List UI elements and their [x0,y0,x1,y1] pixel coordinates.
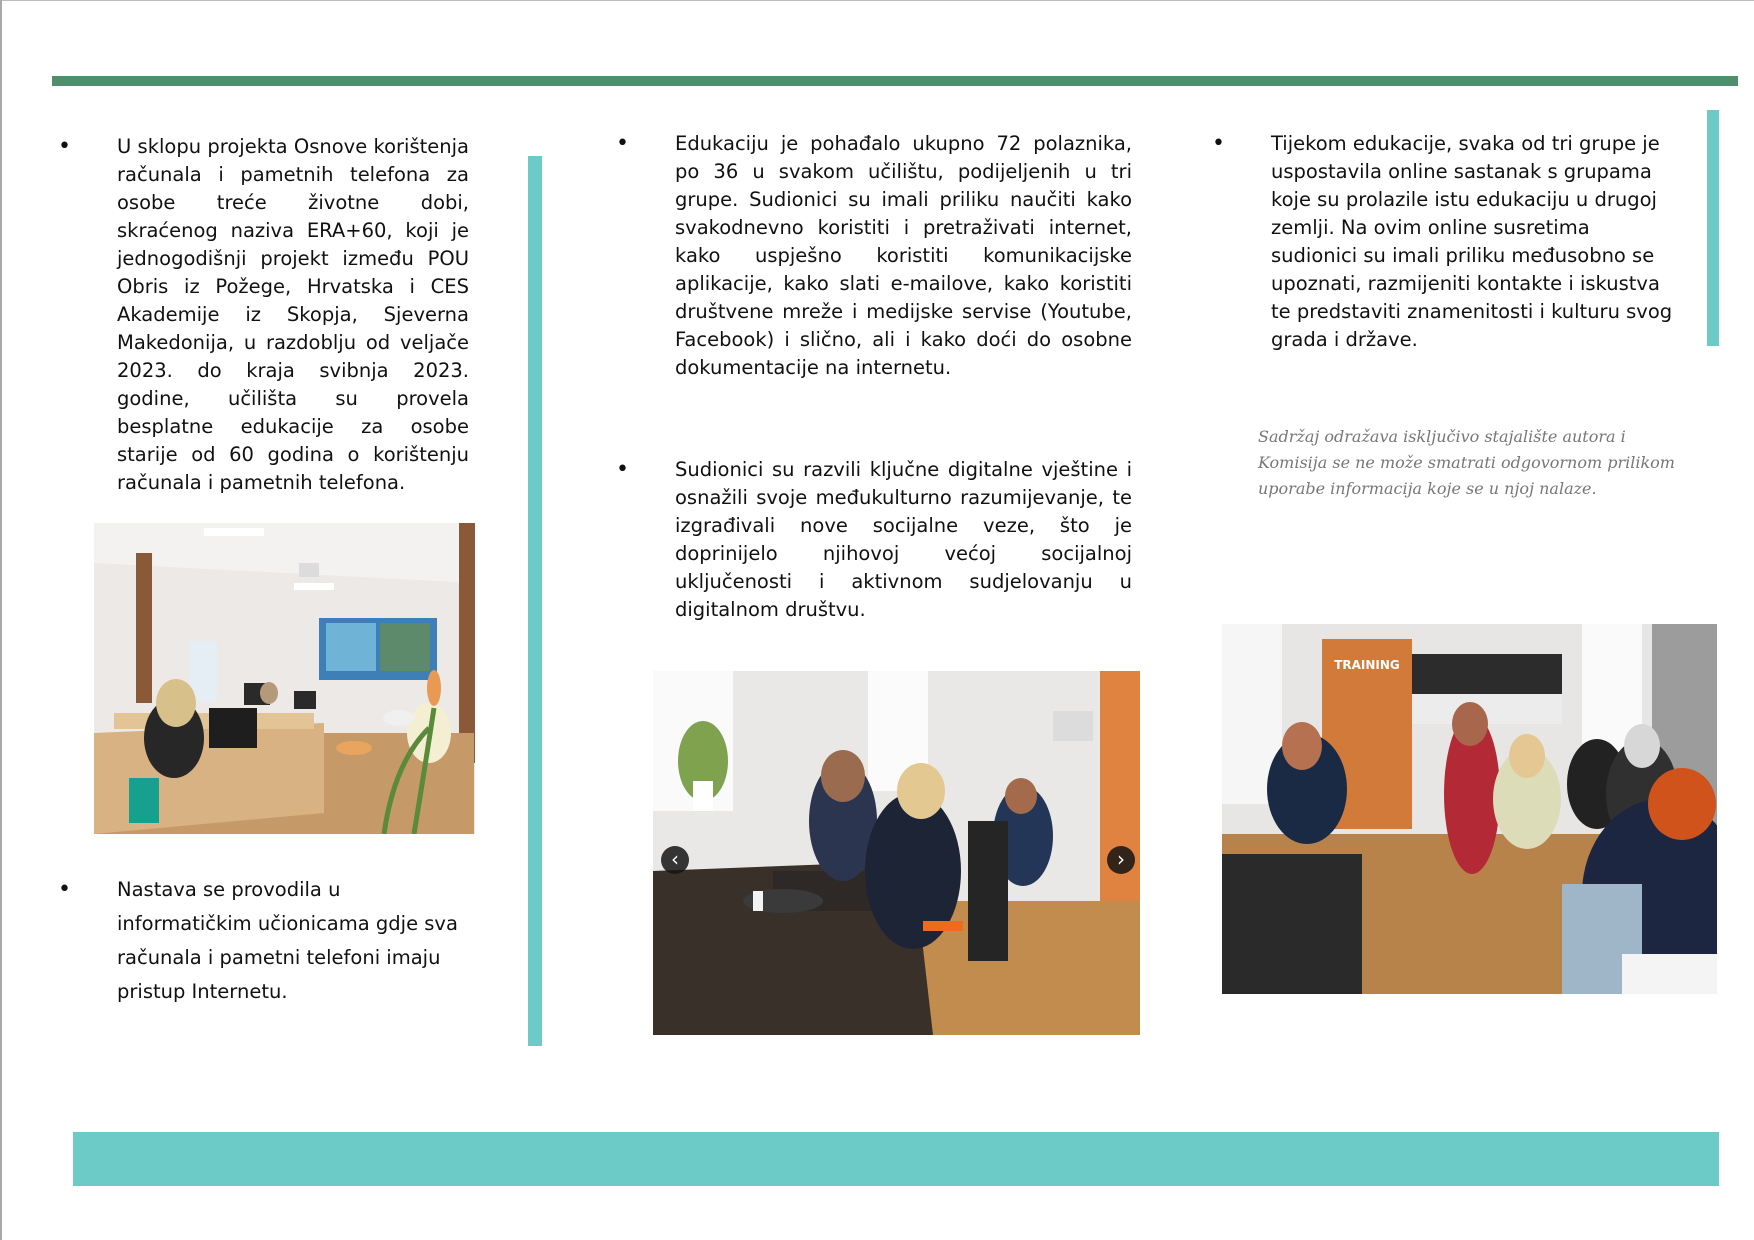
footer-band [73,1132,1719,1186]
participants-paragraph: Edukaciju je pohađalo ukupno 72 polaznika, po 36 u svakom učilištu, podijeljenih u tri grupe. Sudionici su imali priliku naučiti kako svakodnevno koristiti i pretraživati internet, kako uspješno koristiti komunikacijske aplikacije, kako slati e-mailove, kako koristiti društvene mreže i medijske servise (Youtube, Facebook) i slično, ali i kako doći do osobne dokumentacije na internetu. [675,132,1132,379]
banner-text: TRAINING [1334,658,1400,672]
column-accent-bar [1707,110,1719,346]
skills-paragraph: Sudionici su razvili ključne digitalne vještine i osnažili svoje međukulturno razumijevanje, te izgrađivali nove socijalne veze, što je doprinijelo njihovoj većoj socijalnoj uključenosti i aktivnom sudjelovanju u digitalnom društvu. [675,458,1132,621]
bullet: • [616,457,629,482]
workshop-photo-carousel [653,671,1140,1035]
eu-disclaimer: Sadržaj odražava isključivo stajalište autora i Komisija se ne može smatrati odgovornom prilikom uporabe informacija koje se u njoj nalaze. [1258,427,1675,498]
carousel-next-button[interactable]: › [1107,846,1135,874]
group-photo [1222,624,1717,994]
page-border-top [0,0,1754,1]
bullet: • [1212,131,1225,156]
top-rule [52,76,1738,86]
column-divider-bar [528,156,542,1046]
bullet: • [616,131,629,156]
classroom-paragraph: Nastava se provodila u informatičkim učionicama gdje sva računala i pametni telefoni imaju pristup Internetu. [117,878,458,1003]
bullet: • [58,877,71,902]
page-border-left [0,0,2,1240]
bullet: • [58,134,71,159]
intro-paragraph: U sklopu projekta Osnove korištenja računala i pametnih telefona za osobe treće životne dobi, skraćenog naziva ERA+60, koji je jednogodišnji projekt između POU Obris iz Požege, Hrvatska i CES Akademije iz Skopja, Sjeverna Makedonija, u razdoblju od veljače 2023. do kraja svibnja 2023. godine, učilišta su provela besplatne edukacije za osobe starije od 60 godina o korištenju računala i pametnih telefona. [117,135,469,494]
carousel-prev-button[interactable]: ‹ [661,846,689,874]
classroom-photo [94,523,475,834]
online-meetings-paragraph: Tijekom edukacije, svaka od tri grupe je uspostavila online sastanak s grupama koje su prolazile istu edukaciju u drugoj zemlji. Na ovim online susretima sudionici su imali priliku međusobno se upoznati, razmijeniti kontakte i iskustva te predstaviti znamenitosti i kulturu svog grada i države. [1271,132,1673,351]
